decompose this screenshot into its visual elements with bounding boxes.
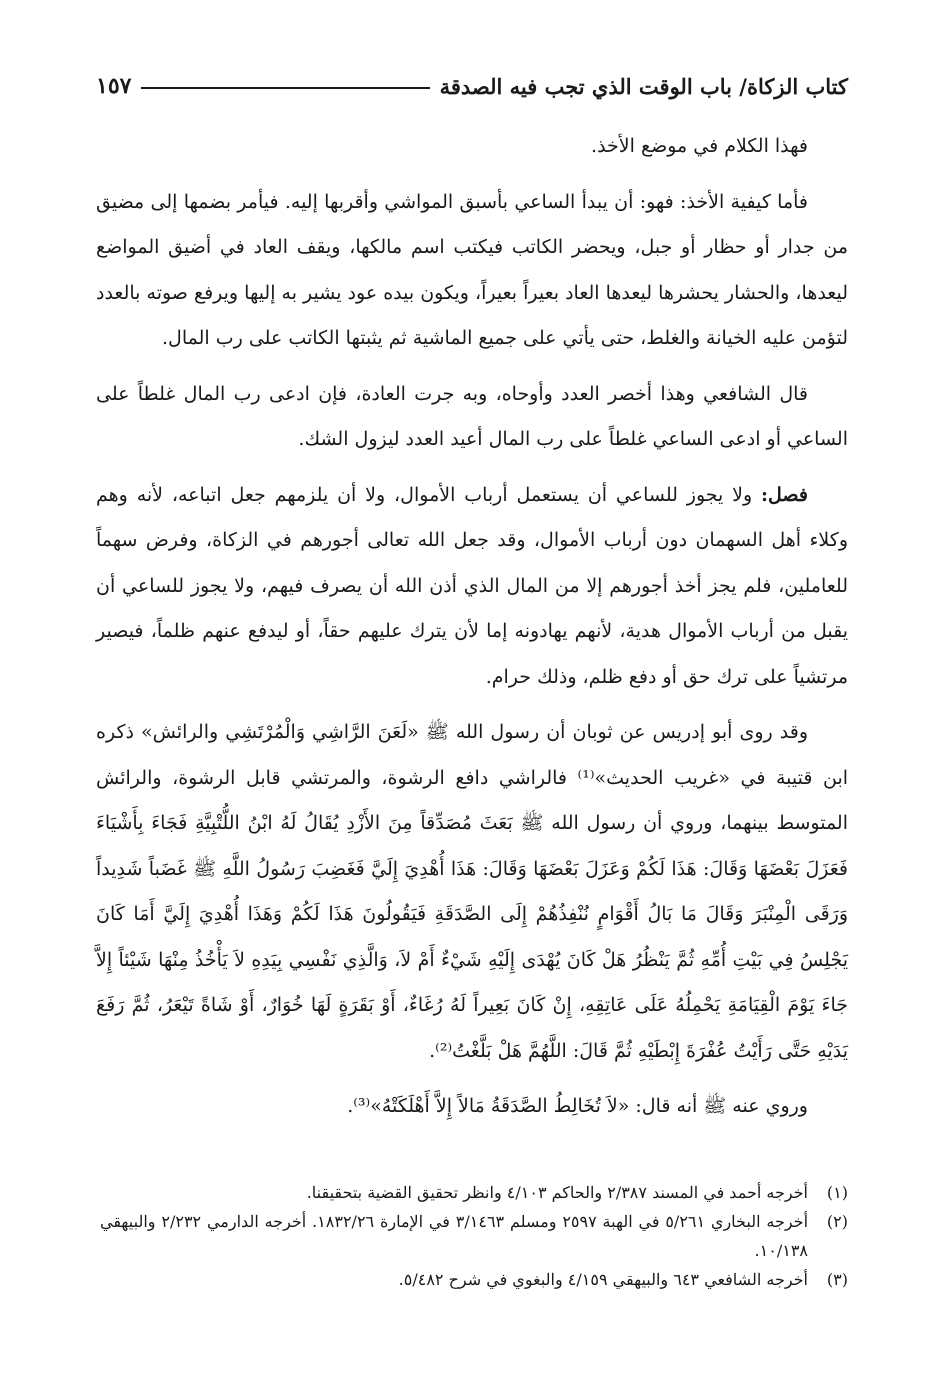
- paragraph-6: وروي عنه ﷺ أنه قال: «لاَ تُخَالِطُ الصَّدَقَةُ مَالاً إِلاَّ أَهْلَكَتْهُ»⁽³⁾.: [347, 1095, 808, 1117]
- footnotes: [100, 1178, 848, 1294]
- main-text: [96, 124, 848, 1140]
- footnote: [100, 1265, 848, 1294]
- footnote-text: أخرجه أحمد في المسند ٢/٣٨٧ والحاكم ٤/١٠٣ وانظر تحقيق القضية بتحقيقنا.: [306, 1183, 808, 1202]
- chapter-title: كتاب الزكاة/ باب الوقت الذي تجب فيه الصدقة: [439, 73, 848, 99]
- paragraph-1: فهذا الكلام في موضع الأخذ.: [591, 135, 808, 157]
- footnote-text: أخرجه الشافعي ٦٤٣ والبيهقي ٤/١٥٩ والبغوي في شرح ٥/٤٨٢.: [398, 1270, 808, 1289]
- footnote-text: أخرجه البخاري ٥/٢٦١ في الهبة ٢٥٩٧ ومسلم ٣/١٤٦٣ في الإمارة ١٨٣٢/٢٦. أخرجه الدارمي ٢/٢٣٢ والبيهقي ١٠/١٣٨.: [100, 1212, 809, 1260]
- footnote: [100, 1178, 848, 1207]
- header-rule: [141, 87, 429, 89]
- paragraph-4-text: ولا يجوز للساعي أن يستعمل أرباب الأموال، ولا أن يلزمهم جعل اتباعه، لأنه وهم وكلاء أهل السهمان دون أرباب الأموال، وقد جعل الله تعالى أجورهم في الزكاة، وفرض سهماً للعاملين، فلم يجز أخذ أجورهم إلا من المال الذي أذن الله أن يصرف فيهم، ولا يجوز للساعي أن يقبل من أرباب الأموال هدية، لأنهم يهادونه إما لأن يترك عليهم حقاً، أو ليدفع عنهم ظلماً، فيصير مرتشياً على ترك حق أو دفع ظلم، وذلك حرام.: [96, 483, 848, 688]
- page-number: ١٥٧: [96, 73, 132, 99]
- section-lead: فصل:: [761, 483, 808, 506]
- paragraph-4: [96, 473, 848, 701]
- footnote-number: (٢): [826, 1212, 848, 1231]
- paragraph-3: قال الشافعي وهذا أخصر العدد وأوحاه، وبه جرت العادة، فإن ادعى رب المال غلطاً على الساعي أو ادعى الساعي غلطاً على رب المال أعيد العدد ليزول الشك.: [96, 382, 848, 450]
- paragraph-2: فأما كيفية الأخذ: فهو: أن يبدأ الساعي بأسبق المواشي وأقربها إليه. فيأمر بضمها إلى مضيق من جدار أو حظار أو جبل، ويحضر الكاتب فيكتب اسم مالكها، ويقف العاد في أضيق المواضع ليعدها، والحشار يحشرها ليعدها العاد بعيراً بعيراً، ويكون بيده عود يشير به إليها ويرفع صوته بالعدد لتؤمن عليه الخيانة والغلط، حتى يأتي على جميع الماشية ثم يثبتها الكاتب على رب المال.: [96, 190, 848, 349]
- paragraph-5: وقد روى أبو إدريس عن ثوبان أن رسول الله ﷺ «لَعَنَ الرَّاشِي وَالْمُرْتَشِي والرائش» ذكره ابن قتيبة في «غريب الحديث»⁽¹⁾ فالراشي دافع الرشوة، والمرتشي قابل الرشوة، والرائش المتوسط بينهما، وروي أن رسول الله ﷺ بَعَثَ مُصَدِّقاً مِنَ الأَزْدِ يُقَالُ لَهُ ابْنُ اللُّتْبِيَّةِ فَجَاءَ بِأَشْيَاءَ فَعَزَلَ بَعْضَهَا وَقَالَ: هَذَا لَكُمْ وَعَزَلَ بَعْضَهَا وَقَالَ: هَذَا أُهْدِيَ إِلَيَّ فَغَضِبَ رَسُولُ اللَّهِ ﷺ غَضَباً شَدِيداً وَرَقَى الْمِنْبَرَ وَقَالَ مَا بَالُ أَقْوَامٍ نُنْفِذُهُمْ إِلَى الصَّدَقَةِ فَيَقُولُونَ هَذَا لَكُمْ وَهَذَا أُهْدِيَ إِلَيَّ أَمَا كَانَ يَجْلِسُ فِي بَيْتِ أُمِّهِ ثُمَّ يَنْظُرُ هَلْ كَانَ يُهْدَى إِلَيْهِ شَيْءٌ أَمْ لاَ، وَالَّذِي نَفْسِي بِيَدِهِ لاَ يَأْخُذُ مِنْهَا شَيْئاً إِلاَّ جَاءَ يَوْمَ الْقِيَامَةِ يَحْمِلُهُ عَلَى عَاتِقِهِ، إِنْ كَانَ بَعِيراً لَهُ رُغَاءٌ، أَوْ بَقَرَةٍ لَهَا خُوَارٌ، أَوْ شَاةً تَيْعَرُ، ثُمَّ رَفَعَ يَدَيْهِ حَتَّى رَأَيْتُ عُفْرَةَ إِبْطَيْهِ ثُمَّ قَالَ: اللَّهُمَّ هَلْ بَلَّغْتُ⁽²⁾.: [96, 721, 849, 1062]
- running-header: [96, 66, 848, 106]
- footnote-number: (١): [826, 1183, 848, 1202]
- footnote: [100, 1207, 848, 1265]
- footnote-number: (٣): [826, 1270, 848, 1289]
